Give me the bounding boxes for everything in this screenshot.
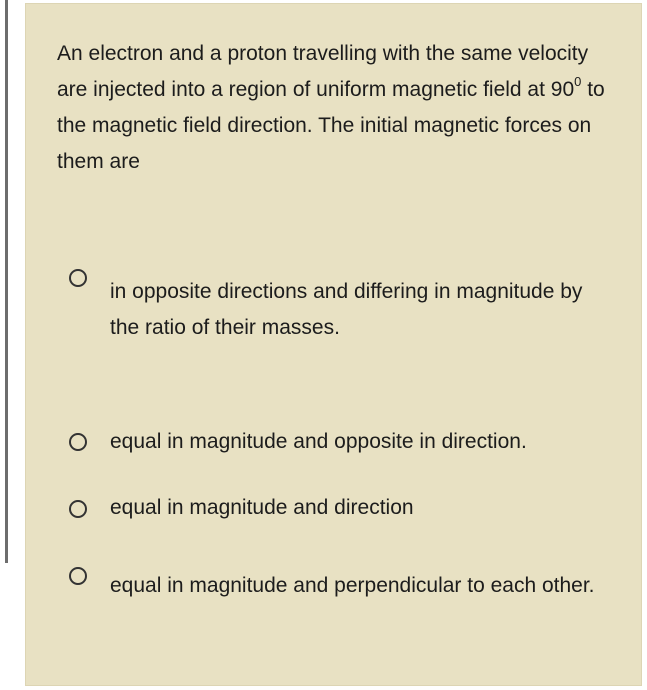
radio-button-icon[interactable] <box>69 567 87 585</box>
answer-option-label[interactable]: equal in magnitude and perpendicular to each other. <box>110 574 595 597</box>
answer-option-label[interactable]: equal in magnitude and opposite in direction. <box>110 430 527 453</box>
degree-superscript: 0 <box>574 74 582 89</box>
left-scroll-bar <box>5 0 8 563</box>
question-card <box>25 3 642 686</box>
question-text: An electron and a proton travelling with the same velocity are injected into a region of uniform magnetic field at $90^0$ to the magnetic field direction. The initial magnetic forces on them are <box>57 42 605 173</box>
answer-option-label[interactable]: equal in magnitude and direction <box>110 496 414 519</box>
radio-button-icon[interactable] <box>69 500 87 518</box>
answer-option-label[interactable]: in opposite directions and differing in magnitude by the ratio of their masses. <box>110 280 583 339</box>
radio-button-icon[interactable] <box>69 269 87 287</box>
radio-button-icon[interactable] <box>69 433 87 451</box>
